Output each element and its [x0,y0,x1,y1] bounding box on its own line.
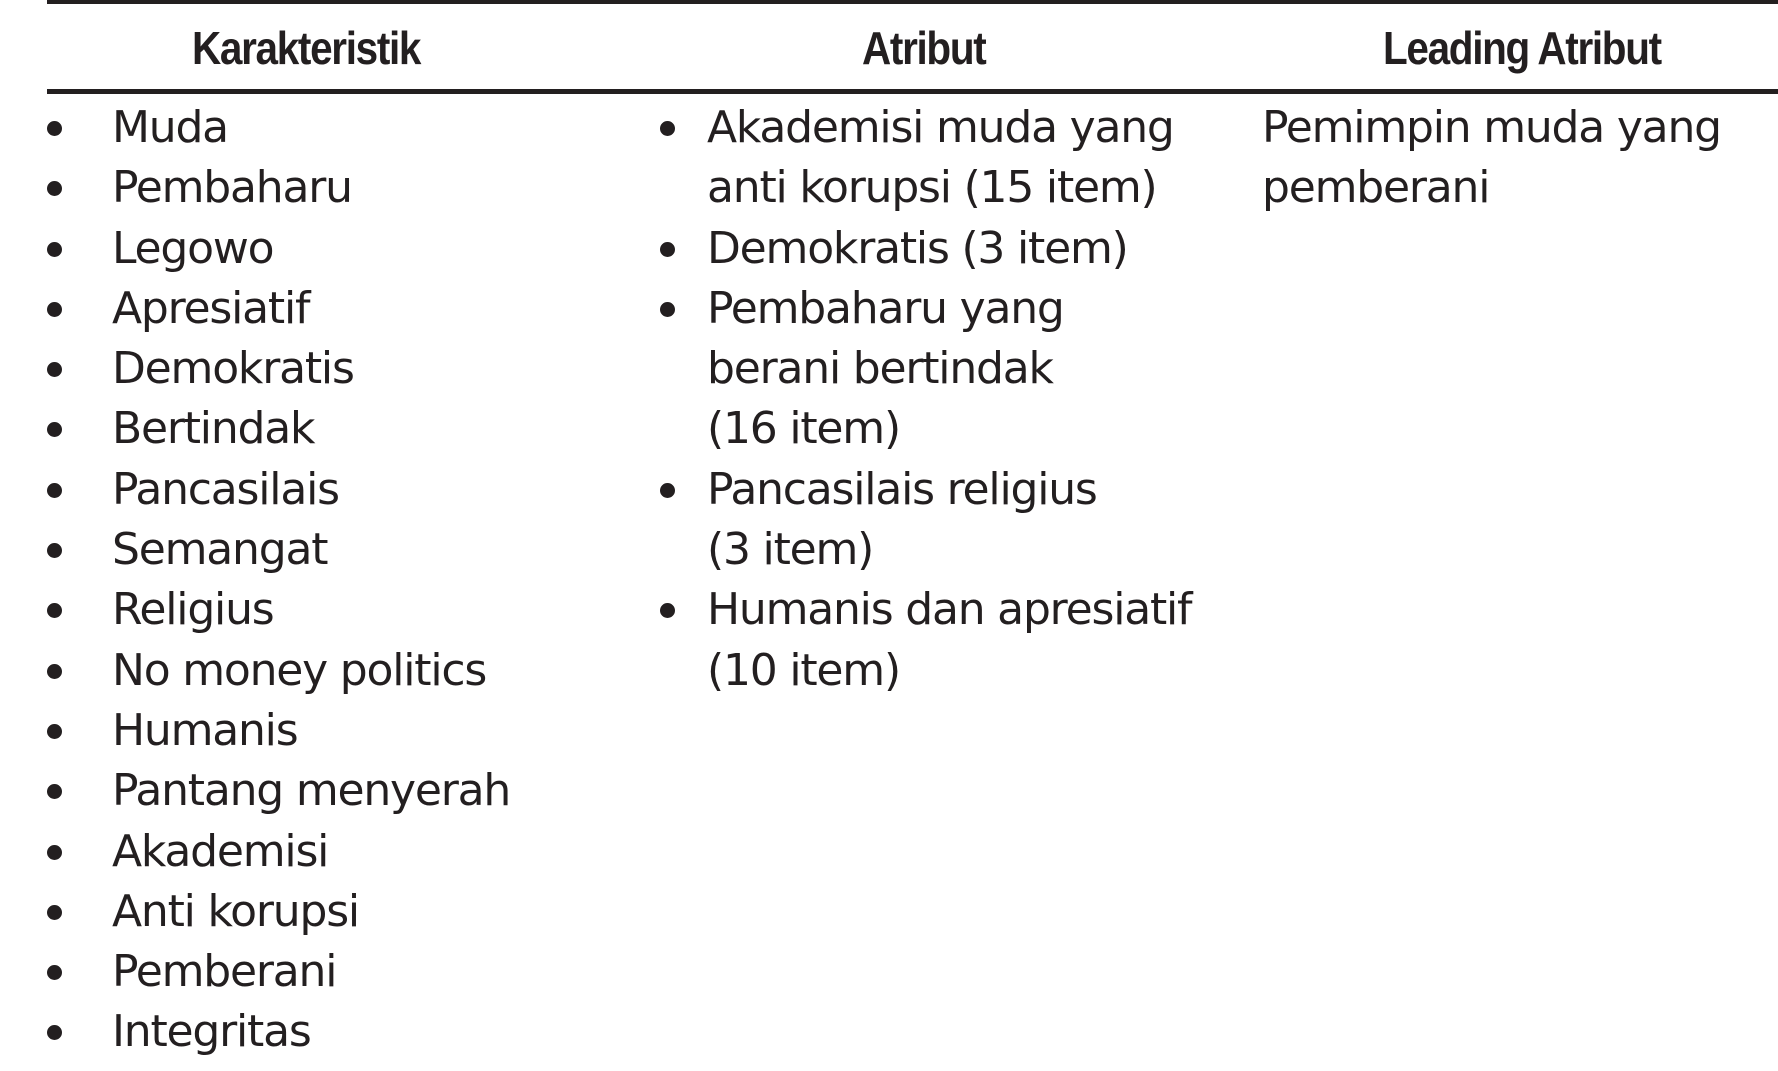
list-item [112,219,510,279]
list-item-line: berani bertindak [707,343,1053,395]
bullet-icon [47,784,62,799]
list-item [112,158,510,218]
list-item [112,399,510,459]
bullet-icon [47,845,62,860]
list-item [112,520,510,580]
list-item-line: (3 item) [707,524,874,576]
karakteristik-list [112,98,510,1063]
list-item-line: (16 item) [707,403,900,455]
list-item [112,1002,510,1062]
table-top-rule [47,0,1778,4]
list-item-line: Akademisi muda yang [707,102,1174,153]
list-item [112,98,510,158]
list-item [707,460,1191,581]
bullet-icon [47,724,62,739]
bullet-icon [47,181,62,196]
list-item-label: Muda [112,102,228,153]
list-item-label: Pancasilais [112,463,339,515]
list-item-line: Pancasilais religius [707,463,1097,515]
bullet-icon [47,603,62,618]
bullet-icon [660,121,675,136]
bullet-icon [47,302,62,317]
list-item [112,701,510,761]
list-item [707,580,1191,701]
list-item [112,279,510,339]
bullet-icon [660,483,675,498]
list-item-line: Pembaharu yang [707,282,1064,334]
list-item-label: Pantang menyerah [112,765,511,817]
bullet-icon [47,1025,62,1040]
bullet-icon [47,664,62,679]
list-item-label: Anti korupsi [112,885,359,937]
bullet-icon [47,422,62,437]
list-item [112,460,510,520]
bullet-icon [47,483,62,498]
list-item-label: Akademisi [112,825,329,877]
list-item-label: No money politics [112,644,487,696]
list-item-label: Religius [112,584,274,636]
list-item [707,279,1191,460]
bullet-icon [47,121,62,136]
list-item-label: Semangat [112,524,328,576]
list-item-line: anti korupsi (15 item) [707,162,1157,214]
bullet-icon [47,242,62,257]
atribut-list [707,98,1191,701]
list-item-label: Integritas [112,1006,311,1058]
list-item-label: Pembaharu [112,162,352,214]
list-item-label: Demokratis [112,343,354,395]
list-item-label: Bertindak [112,403,315,455]
list-item-line: Humanis dan apresiatif [707,584,1192,636]
bullet-icon [47,905,62,920]
list-item-label: Legowo [112,222,274,274]
header-leading-atribut: Leading Atribut [1383,22,1661,74]
list-item-line: Demokratis (3 item) [707,222,1128,274]
bullet-icon [660,603,675,618]
list-item [112,641,510,701]
list-item [707,219,1191,279]
bullet-icon [47,965,62,980]
leading-atribut-line: pemberani [1262,162,1490,214]
bullet-icon [660,302,675,317]
leading-atribut-cell [1262,98,1721,219]
list-item [112,882,510,942]
list-item [112,339,510,399]
list-item [112,580,510,640]
list-item [707,98,1191,219]
list-item-label: Apresiatif [112,282,310,334]
leading-atribut-line: Pemimpin muda yang [1262,102,1721,153]
header-atribut: Atribut [862,22,986,74]
list-item [112,761,510,821]
list-item [112,942,510,1002]
bullet-icon [47,543,62,558]
list-item [112,822,510,882]
header-karakteristik: Karakteristik [192,22,421,74]
header-bottom-rule [47,89,1778,94]
list-item-label: Humanis [112,704,298,756]
bullet-icon [47,362,62,377]
bullet-icon [660,242,675,257]
list-item-label: Pemberani [112,946,337,998]
list-item-line: (10 item) [707,644,900,696]
